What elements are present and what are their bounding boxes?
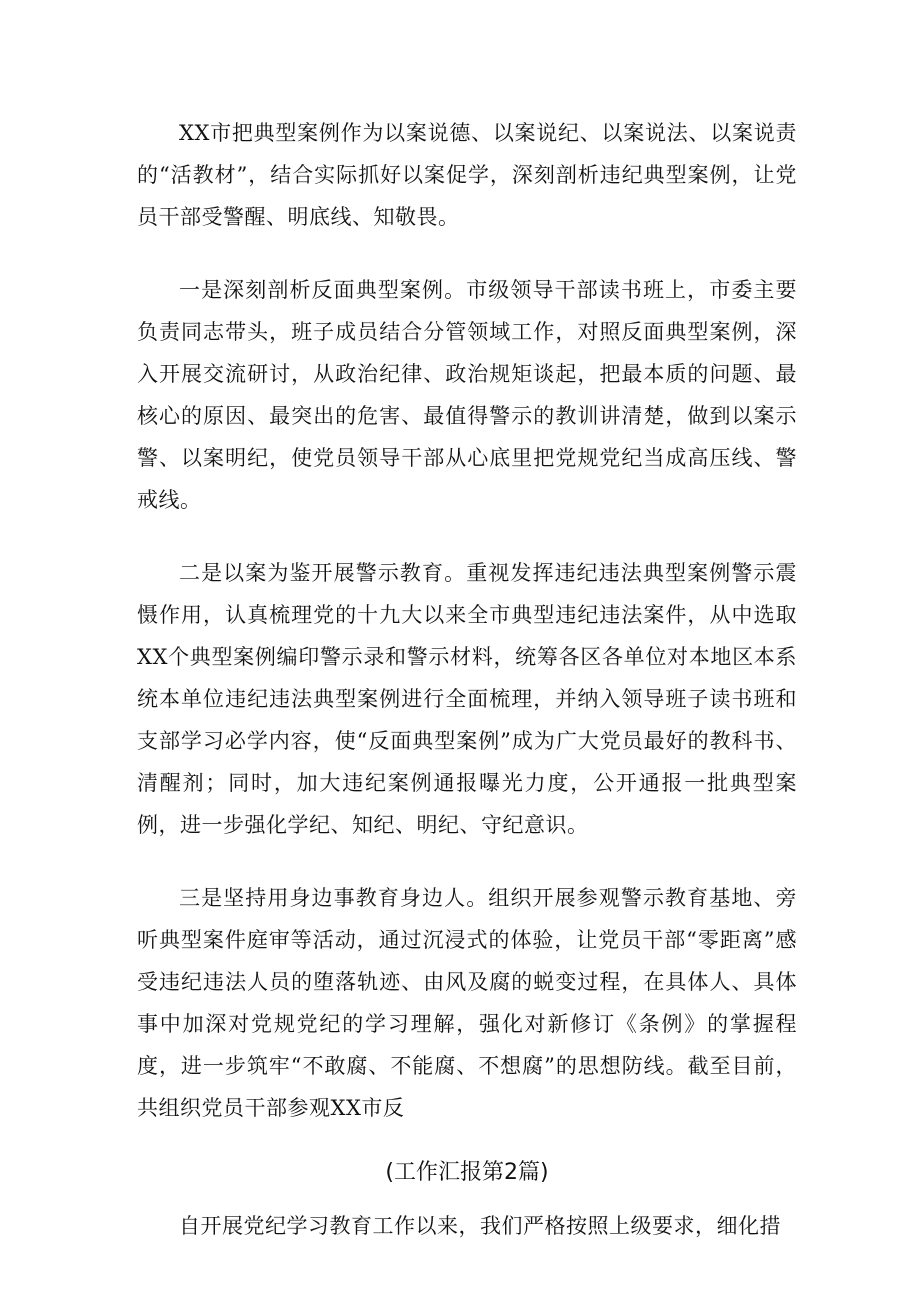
paragraph-intro: XX市把典型案例作为以案说德、以案说纪、以案说法、以案说责的“活教材”，结合实际抓好以案促学，深刻剖析违纪典型案例，让党员干部受警醒、明底线、知敬畏。 [137,121,797,229]
paragraph-point-two: 二是以案为鉴开展警示教育。重视发挥违纪违法典型案例警示震慑作用，认真梳理党的十九大以来全市典型违纪违法案件，从中选取XX个典型案例编印警示录和警示材料，统筹各区各单位对本地区本系统本单位违纪违法典型案例进行全面梳理，并纳入领导班子读书班和支部学习必学内容，使“反面典型案例”成为广大党员最好的教科书、清醒剂；同时，加大违纪案例通报曝光力度，公开通报一批典型案例，进一步强化学纪、知纪、明纪、守纪意识。 [137,561,797,837]
document-page [137,112,797,1247]
section-title: (工作汇报第2篇) [385,1160,549,1185]
paragraph-next-section: 自开展党纪学习教育工作以来，我们严格按照上级要求，细化措 [179,1214,781,1238]
paragraph-point-three: 三是坚持用身边事教育身边人。组织开展参观警示教育基地、旁听典型案件庭审等活动，通过沉浸式的体验，让党员干部“零距离”感受违纪违法人员的堕落轨迹、由风及腐的蜕变过程，在具体人、具体事中加深对党规党纪的学习理解，强化对新修订《条例》的掌握程度，进一步筑牢“不敢腐、不能腐、不想腐”的思想防线。截至目前，共组织党员干部参观XX市反 [137,886,797,1120]
paragraph-point-one: 一是深刻剖析反面典型案例。市级领导干部读书班上，市委主要负责同志带头，班子成员结合分管领域工作，对照反面典型案例，深入开展交流研讨，从政治纪律、政治规矩谈起，把最本质的问题、最核心的原因、最突出的危害、最值得警示的教训讲清楚，做到以案示警、以案明纪，使党员领导干部从心底里把党规党纪当成高压线、警戒线。 [137,278,797,512]
